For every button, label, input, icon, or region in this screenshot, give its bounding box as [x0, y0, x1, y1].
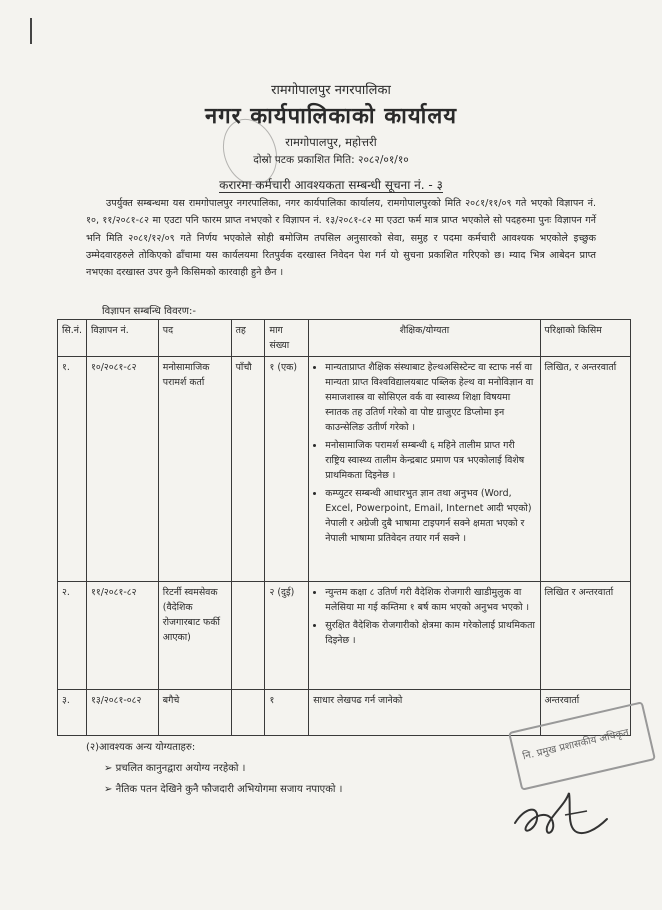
cell-exam: लिखित, र अन्तरवार्ता: [540, 357, 631, 582]
cell-qualification: साधार लेखपढ गर्न जानेको: [309, 690, 540, 736]
cell-post: बगैचे: [158, 690, 231, 736]
header-exam: परिक्षाको किसिम: [540, 320, 631, 357]
cell-ad-no: ११/२०८१-८२: [86, 582, 158, 690]
district-line: रामगोपालपुर, महोत्तरी: [285, 135, 377, 149]
header-demand: माग संख्या: [265, 320, 309, 357]
notice-body: [86, 195, 596, 281]
table-row: [58, 582, 631, 690]
qualification-item: • मान्यताप्राप्त शैक्षिक संस्थाबाट हेल्थअसिस्टेन्ट वा स्टाफ नर्स वा मान्यता प्राप्त विश्वविद्यालयबाट पब्लिक हेल्थ वा मनोविज्ञान वा समाजशास्त्र वा सोसिएल वर्क वा स्वास्थ्य शिक्षा विषयमा स्नातक तह उतिर्ण गरेको वा पोष्ट ग्राजुएट डिप्लोमा इन काउन्सेलिङ उतीर्ण गरेको ।: [325, 360, 535, 435]
municipality-name: रामगोपालपुर नगरपालिका: [271, 83, 391, 98]
table-header-row: [58, 320, 631, 357]
cell-exam: लिखित र अन्तरवार्ता: [540, 582, 631, 690]
other-qualification-item: ➢ प्रचलित कानुनद्वारा अयोग्य नरहेको ।: [104, 763, 246, 774]
arrow-icon: ➢: [104, 763, 113, 774]
other-qualifications: [86, 737, 342, 800]
header-sn: सि.नं.: [58, 320, 87, 357]
other-qualifications-title: (२)आवश्यक अन्य योग्यताहरु:: [86, 742, 196, 753]
stamp-text: नि. प्रमुख प्रशासकीय अधिकृत: [521, 727, 630, 763]
header-qualification: शैक्षिक/योग्यता: [309, 320, 540, 357]
qualification-item: • कम्प्युटर सम्बन्धी आधारभुत ज्ञान तथा अनुभव (Word, Excel, Powerpoint, Email, Internet आदी भएको) नेपाली र अग्रेजी दुबै भाषामा टाइपगर्न सक्ने क्षमता भएको र नेपाली भाषामा प्रतिवेदन तयार गर्न सक्ने ।: [325, 486, 535, 546]
office-title: नगर कार्यपालिकाको कार्यालय: [205, 104, 457, 129]
cell-ad-no: १०/२०८१-८२: [86, 357, 158, 582]
cell-demand: १ (एक): [265, 357, 309, 582]
qualification-item: • मनोसामाजिक परामर्श सम्बन्धी ६ महिने तालीम प्राप्त गरी राष्ट्रिय स्वास्थ्य तालीम केन्द्रबाट प्रमाण पत्र भएकोलाई विशेष प्राथमिकता दिइनेछ ।: [325, 438, 535, 483]
header-level: तह: [231, 320, 265, 357]
cell-qualification: [309, 582, 540, 690]
cell-level: [231, 582, 265, 690]
cell-sn: १.: [58, 357, 87, 582]
cell-qualification: [309, 357, 540, 582]
cell-post: रिटर्नी स्वमसेवक (वैदेशिक रोजगारबाट फर्की आएका): [158, 582, 231, 690]
table-row: [58, 357, 631, 582]
cell-level: [231, 690, 265, 736]
header-ad-no: विज्ञापन नं.: [86, 320, 158, 357]
cell-level: पाँचौ: [231, 357, 265, 582]
vacancy-table: [57, 319, 631, 736]
notice-body-text: उपर्युक्त सम्बन्धमा यस रामगोपालपुर नगरपालिका, नगर कार्यपालिका कार्यालय, रामगोपालपुरको मिति २०८१/११/०९ गते भएको विज्ञापन नं. १०, ११/२०८१-८२ मा एउटा पनि फारम प्राप्त नभएको र विज्ञापन नं. १३/२०८१-८२ मा एउटा फर्म मात्र प्राप्त भएकोले सो पदहरुमा पुनः विज्ञापन गर्ने भनि मिति २०८१/१२/०९ गते निर्णय भएकोले सोही बमोजिम तपसिल अनुसारको सेवा, समुह र पदमा कर्मचारी आवश्यक भएकोले इच्छुक उम्मेदवारहरुले तोकिएको ढाँचामा यस कार्यलयमा रितपुर्वक दरखास्त निवेदन पेश गर्न यो सुचना प्रकाशित गरिएको छ। म्याद भित्र आबेदन प्राप्त नभएका दरखास्त उपर कुनै किसिमको कारवाही हुने छैन ।: [86, 198, 596, 279]
arrow-icon: ➢: [104, 784, 113, 795]
cell-demand: २ (दुई): [265, 582, 309, 690]
qualification-item: • न्युन्तम कक्षा ८ उतिर्ण गरी वैदेशिक रोजगारी खाडीमुलुक वा मलेसिया मा गई कम्तिमा १ बर्ष काम भएको अनुभव भएको ।: [325, 585, 535, 615]
cell-demand: १: [265, 690, 309, 736]
notice-title: करारमा कर्मचारी आवश्यकता सम्बन्धी सूचना नं. - ३: [219, 178, 443, 192]
published-date: दोस्रो पटक प्रकाशित मिति: २०८२/०१/१०: [253, 154, 409, 166]
table-intro: विज्ञापन सम्बन्धि विवरण:-: [102, 306, 196, 317]
signature: [507, 785, 617, 845]
cell-ad-no: १३/२०८१-०८२: [86, 690, 158, 736]
cell-sn: ३.: [58, 690, 87, 736]
cell-sn: २.: [58, 582, 87, 690]
header-post: पद: [158, 320, 231, 357]
other-qualification-item: ➢ नैतिक पतन देखिने कुनै फौजदारी अभियोगमा सजाय नपाएको ।: [104, 784, 343, 795]
cell-post: मनोसामाजिक परामर्श कर्ता: [158, 357, 231, 582]
margin-mark: [30, 18, 32, 44]
cell-exam: अन्तरवार्ता: [540, 690, 631, 736]
qualification-item: • सुरक्षित वैदेशिक रोजगारीको क्षेत्रमा काम गरेकोलाई प्राथमिकता दिइनेछ ।: [325, 618, 535, 648]
